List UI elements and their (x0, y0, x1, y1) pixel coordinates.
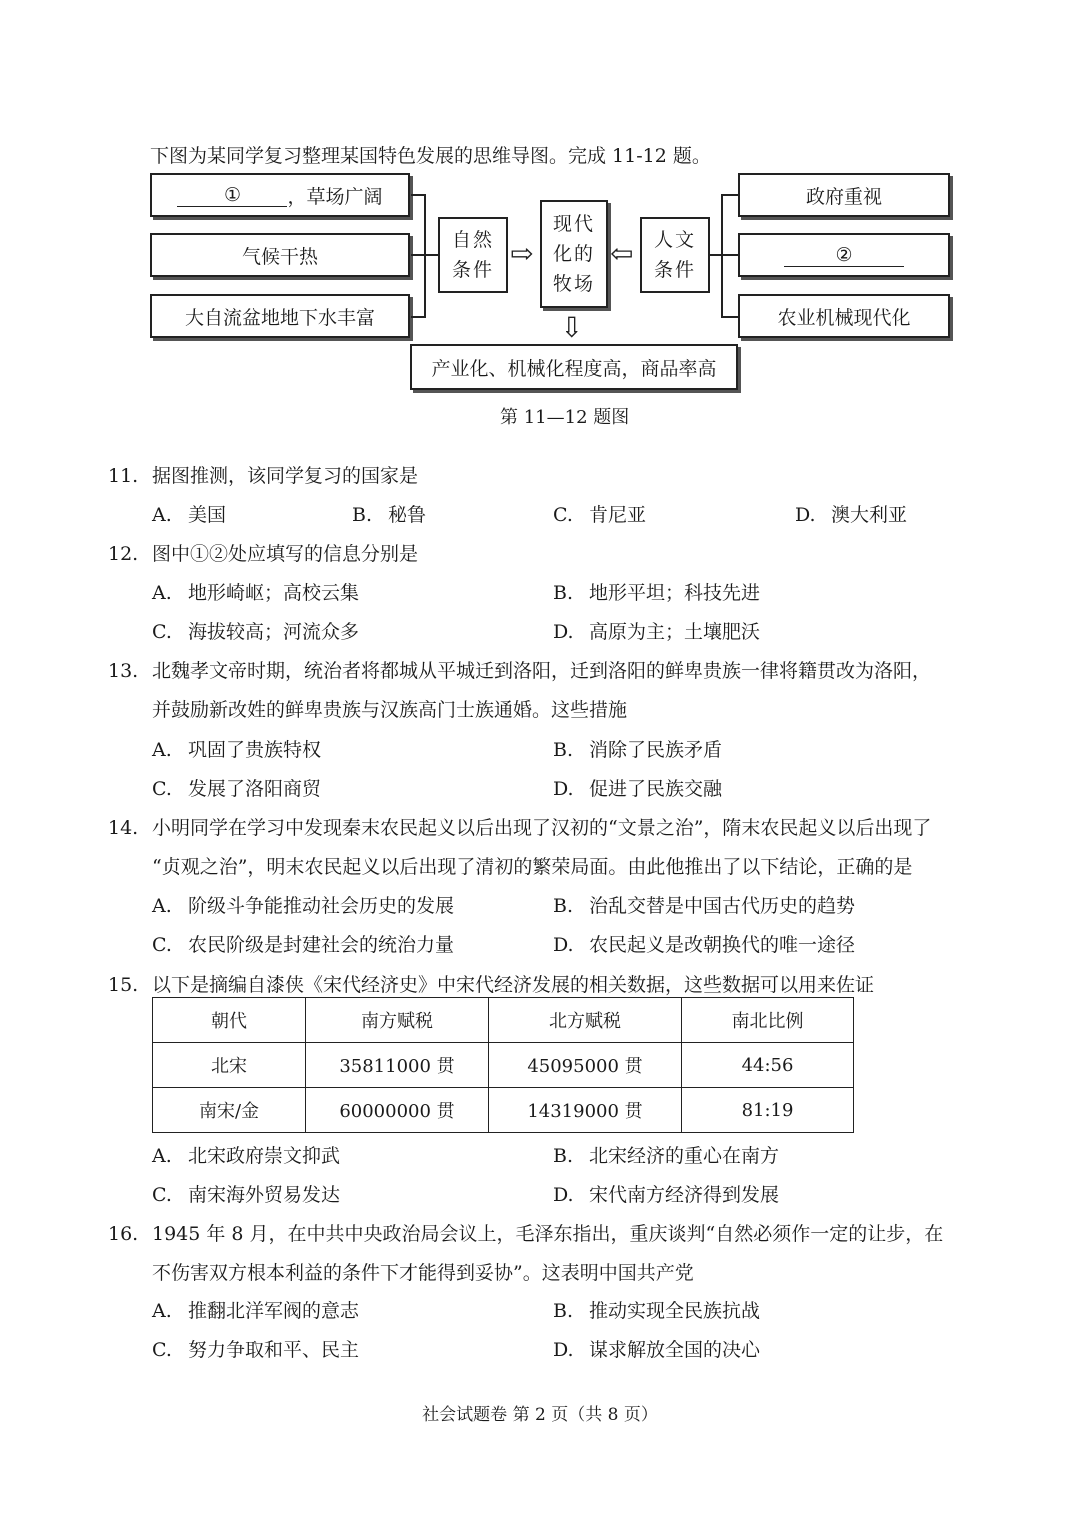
connector (710, 254, 738, 256)
option-11-a[interactable] (152, 500, 226, 527)
table-cell: 35811000 贯 (306, 1043, 489, 1088)
table-header: 北方赋税 (489, 998, 682, 1043)
option-text: 推翻北洋军阀的意志 (188, 1300, 360, 1322)
table-cell: 60000000 贯 (306, 1088, 489, 1133)
option-text: 消除了民族矛盾 (589, 739, 723, 761)
option-text: 宋代南方经济得到发展 (589, 1184, 780, 1206)
option-letter: B. (553, 895, 574, 917)
option-letter: B. (553, 739, 574, 761)
option-text: 谋求解放全国的决心 (589, 1339, 761, 1361)
table-header: 南北比例 (682, 998, 854, 1043)
blank-2: ② (784, 244, 904, 267)
option-letter: D. (553, 1184, 574, 1206)
question-stem: 以下是摘编自漆侠《宋代经济史》中宋代经济发展的相关数据，这些数据可以用来佐证 (152, 974, 875, 996)
option-text: 地形平坦；科技先进 (589, 582, 761, 604)
question-stem: 据图推测，该同学复习的国家是 (152, 465, 419, 487)
option-letter: B. (553, 582, 574, 604)
option-letter: C. (553, 504, 573, 526)
option-14-a[interactable] (152, 891, 454, 918)
intro-text: 下图为某同学复习整理某国特色发展的思维导图。完成 11-12 题。 (150, 145, 711, 167)
right-box-1 (738, 173, 950, 217)
right-box-2 (738, 233, 950, 277)
table-cell: 南宋/金 (153, 1088, 306, 1133)
option-letter: A. (152, 1300, 172, 1322)
option-text: 农民起义是改朝换代的唯一途径 (589, 934, 856, 956)
connector (424, 194, 426, 318)
left-box-3-text: 大自流盆地地下水丰富 (184, 306, 375, 329)
question-number: 13. (108, 660, 139, 682)
connector (411, 316, 425, 318)
option-12-d[interactable] (553, 617, 760, 644)
table-row (153, 1088, 854, 1133)
option-letter: B. (553, 1300, 574, 1322)
option-letter: A. (152, 1145, 172, 1167)
option-13-a[interactable] (152, 735, 321, 762)
option-11-c[interactable] (553, 500, 646, 527)
option-12-a[interactable] (152, 578, 359, 605)
page-footer: 社会试题卷 第 2 页（共 8 页） (422, 1405, 658, 1425)
table-row (153, 1043, 854, 1088)
option-letter: D. (553, 934, 574, 956)
option-letter: B. (352, 504, 373, 526)
option-14-b[interactable] (553, 891, 855, 918)
table-cell: 北宋 (153, 1043, 306, 1088)
table-cell: 45095000 贯 (489, 1043, 682, 1088)
natural-label-1: 自然 (451, 229, 494, 251)
diagram-caption: 第 11—12 题图 (500, 407, 630, 428)
option-text: 巩固了贵族特权 (188, 739, 322, 761)
option-16-b[interactable] (553, 1296, 760, 1323)
option-text: 阶级斗争能推动社会历史的发展 (188, 895, 455, 917)
option-text: 地形崎岖；高校云集 (188, 582, 360, 604)
connector (411, 194, 425, 196)
option-letter: C. (152, 1339, 172, 1361)
option-14-c[interactable] (152, 930, 454, 957)
question-stem: 图中①②处应填写的信息分别是 (152, 543, 419, 565)
connector (722, 194, 738, 196)
option-letter: A. (152, 504, 172, 526)
question-stem: 小明同学在学习中发现秦末农民起义以后出现了汉初的“文景之治”，隋末农民起义以后出现了 (152, 817, 932, 839)
connector (721, 194, 723, 318)
natural-label-2: 条件 (451, 259, 494, 281)
option-text: 推动实现全民族抗战 (589, 1300, 761, 1322)
option-letter: C. (152, 934, 172, 956)
human-label-2: 条件 (653, 259, 696, 281)
option-letter: B. (553, 1145, 574, 1167)
right-box-3-text: 农业机械现代化 (777, 306, 911, 329)
right-box-1-text: 政府重视 (805, 185, 882, 208)
option-15-d[interactable] (553, 1180, 779, 1207)
option-letter: D. (795, 504, 816, 526)
option-letter: C. (152, 1184, 172, 1206)
option-text: 海拔较高；河流众多 (188, 621, 360, 643)
question-stem: 北魏孝文帝时期，统治者将都城从平城迁到洛阳，迁到洛阳的鲜卑贵族一律将籍贯改为洛阳， (152, 660, 932, 682)
option-15-b[interactable] (553, 1141, 779, 1168)
connector (722, 316, 738, 318)
table-header: 南方赋税 (306, 998, 489, 1043)
option-13-d[interactable] (553, 774, 722, 801)
tax-data-table (152, 997, 854, 1133)
option-letter: A. (152, 739, 172, 761)
option-text: 澳大利亚 (831, 504, 908, 526)
option-text: 南宋海外贸易发达 (188, 1184, 341, 1206)
human-conditions-box (640, 217, 710, 293)
table-cell: 81:19 (682, 1088, 854, 1133)
question-number: 12. (108, 543, 139, 565)
option-text: 治乱交替是中国古代历史的趋势 (589, 895, 856, 917)
right-box-3 (738, 294, 950, 338)
question-number: 14. (108, 817, 139, 839)
option-text: 北宋政府崇文抑武 (188, 1145, 341, 1167)
question-number: 11. (108, 465, 139, 487)
option-16-c[interactable] (152, 1335, 359, 1362)
natural-conditions-box (438, 217, 508, 293)
question-14 (108, 813, 931, 840)
option-letter: A. (152, 895, 172, 917)
option-text: 美国 (188, 504, 227, 526)
question-11 (108, 461, 418, 488)
question-number: 16. (108, 1223, 139, 1245)
option-text: 农民阶级是封建社会的统治力量 (188, 934, 455, 956)
option-text: 高原为主；土壤肥沃 (589, 621, 761, 643)
left-box-2 (150, 233, 410, 277)
question-12 (108, 539, 418, 566)
left-box-2-text: 气候干热 (241, 245, 318, 268)
modern-ranch-box (540, 200, 608, 308)
center-label-1: 现代 (552, 213, 595, 235)
question-number: 15. (108, 974, 139, 996)
arrow-right-icon: ⇨ (510, 237, 534, 270)
option-text: 秘鲁 (388, 504, 427, 526)
arrow-left-icon: ⇦ (610, 237, 634, 270)
option-15-a[interactable] (152, 1141, 340, 1168)
option-text: 努力争取和平、民主 (188, 1339, 360, 1361)
option-text: 肯尼亚 (589, 504, 647, 526)
center-label-2: 化的 (552, 243, 595, 265)
option-16-a[interactable] (152, 1296, 359, 1323)
result-text: 产业化、机械化程度高，商品率高 (431, 357, 717, 380)
question-16 (108, 1219, 943, 1246)
question-13 (108, 656, 931, 683)
option-letter: D. (553, 778, 574, 800)
option-13-c[interactable] (152, 774, 321, 801)
table-header: 朝代 (153, 998, 306, 1043)
option-letter: D. (553, 621, 574, 643)
left-box-3 (150, 294, 410, 338)
option-16-d[interactable] (553, 1335, 760, 1362)
center-label-3: 牧场 (552, 273, 595, 295)
option-15-c[interactable] (152, 1180, 340, 1207)
question-15 (108, 970, 874, 997)
option-14-d[interactable] (553, 930, 855, 957)
human-label-1: 人文 (653, 229, 696, 251)
question-13-line-2: 并鼓励新改姓的鲜卑贵族与汉族高门士族通婚。这些措施 (152, 699, 628, 721)
left-box-1-text: ，草场广阔 (287, 185, 383, 208)
question-16-line-2: 不伤害双方根本利益的条件下才能得到妥协”。这表明中国共产党 (152, 1262, 694, 1284)
blank-1: ① (177, 184, 287, 207)
option-12-b[interactable] (553, 578, 760, 605)
option-letter: A. (152, 582, 172, 604)
result-box (410, 344, 738, 390)
left-box-1 (150, 173, 410, 217)
option-11-d[interactable] (795, 500, 907, 527)
table-cell: 44:56 (682, 1043, 854, 1088)
option-letter: C. (152, 778, 172, 800)
option-text: 发展了洛阳商贸 (188, 778, 322, 800)
table-cell: 14319000 贯 (489, 1088, 682, 1133)
option-text: 促进了民族交融 (589, 778, 723, 800)
option-12-c[interactable] (152, 617, 359, 644)
option-letter: D. (553, 1339, 574, 1361)
question-stem: 1945 年 8 月，在中共中央政治局会议上，毛泽东指出，重庆谈判“自然必须作一定的让步，在 (152, 1223, 944, 1245)
option-13-b[interactable] (553, 735, 722, 762)
option-letter: C. (152, 621, 172, 643)
option-11-b[interactable] (352, 500, 426, 527)
arrow-down-icon: ⇩ (560, 311, 584, 344)
question-14-line-2: “贞观之治”，明末农民起义以后出现了清初的繁荣局面。由此他推出了以下结论，正确的是 (152, 856, 913, 878)
option-text: 北宋经济的重心在南方 (589, 1145, 780, 1167)
table-header-row (153, 998, 854, 1043)
